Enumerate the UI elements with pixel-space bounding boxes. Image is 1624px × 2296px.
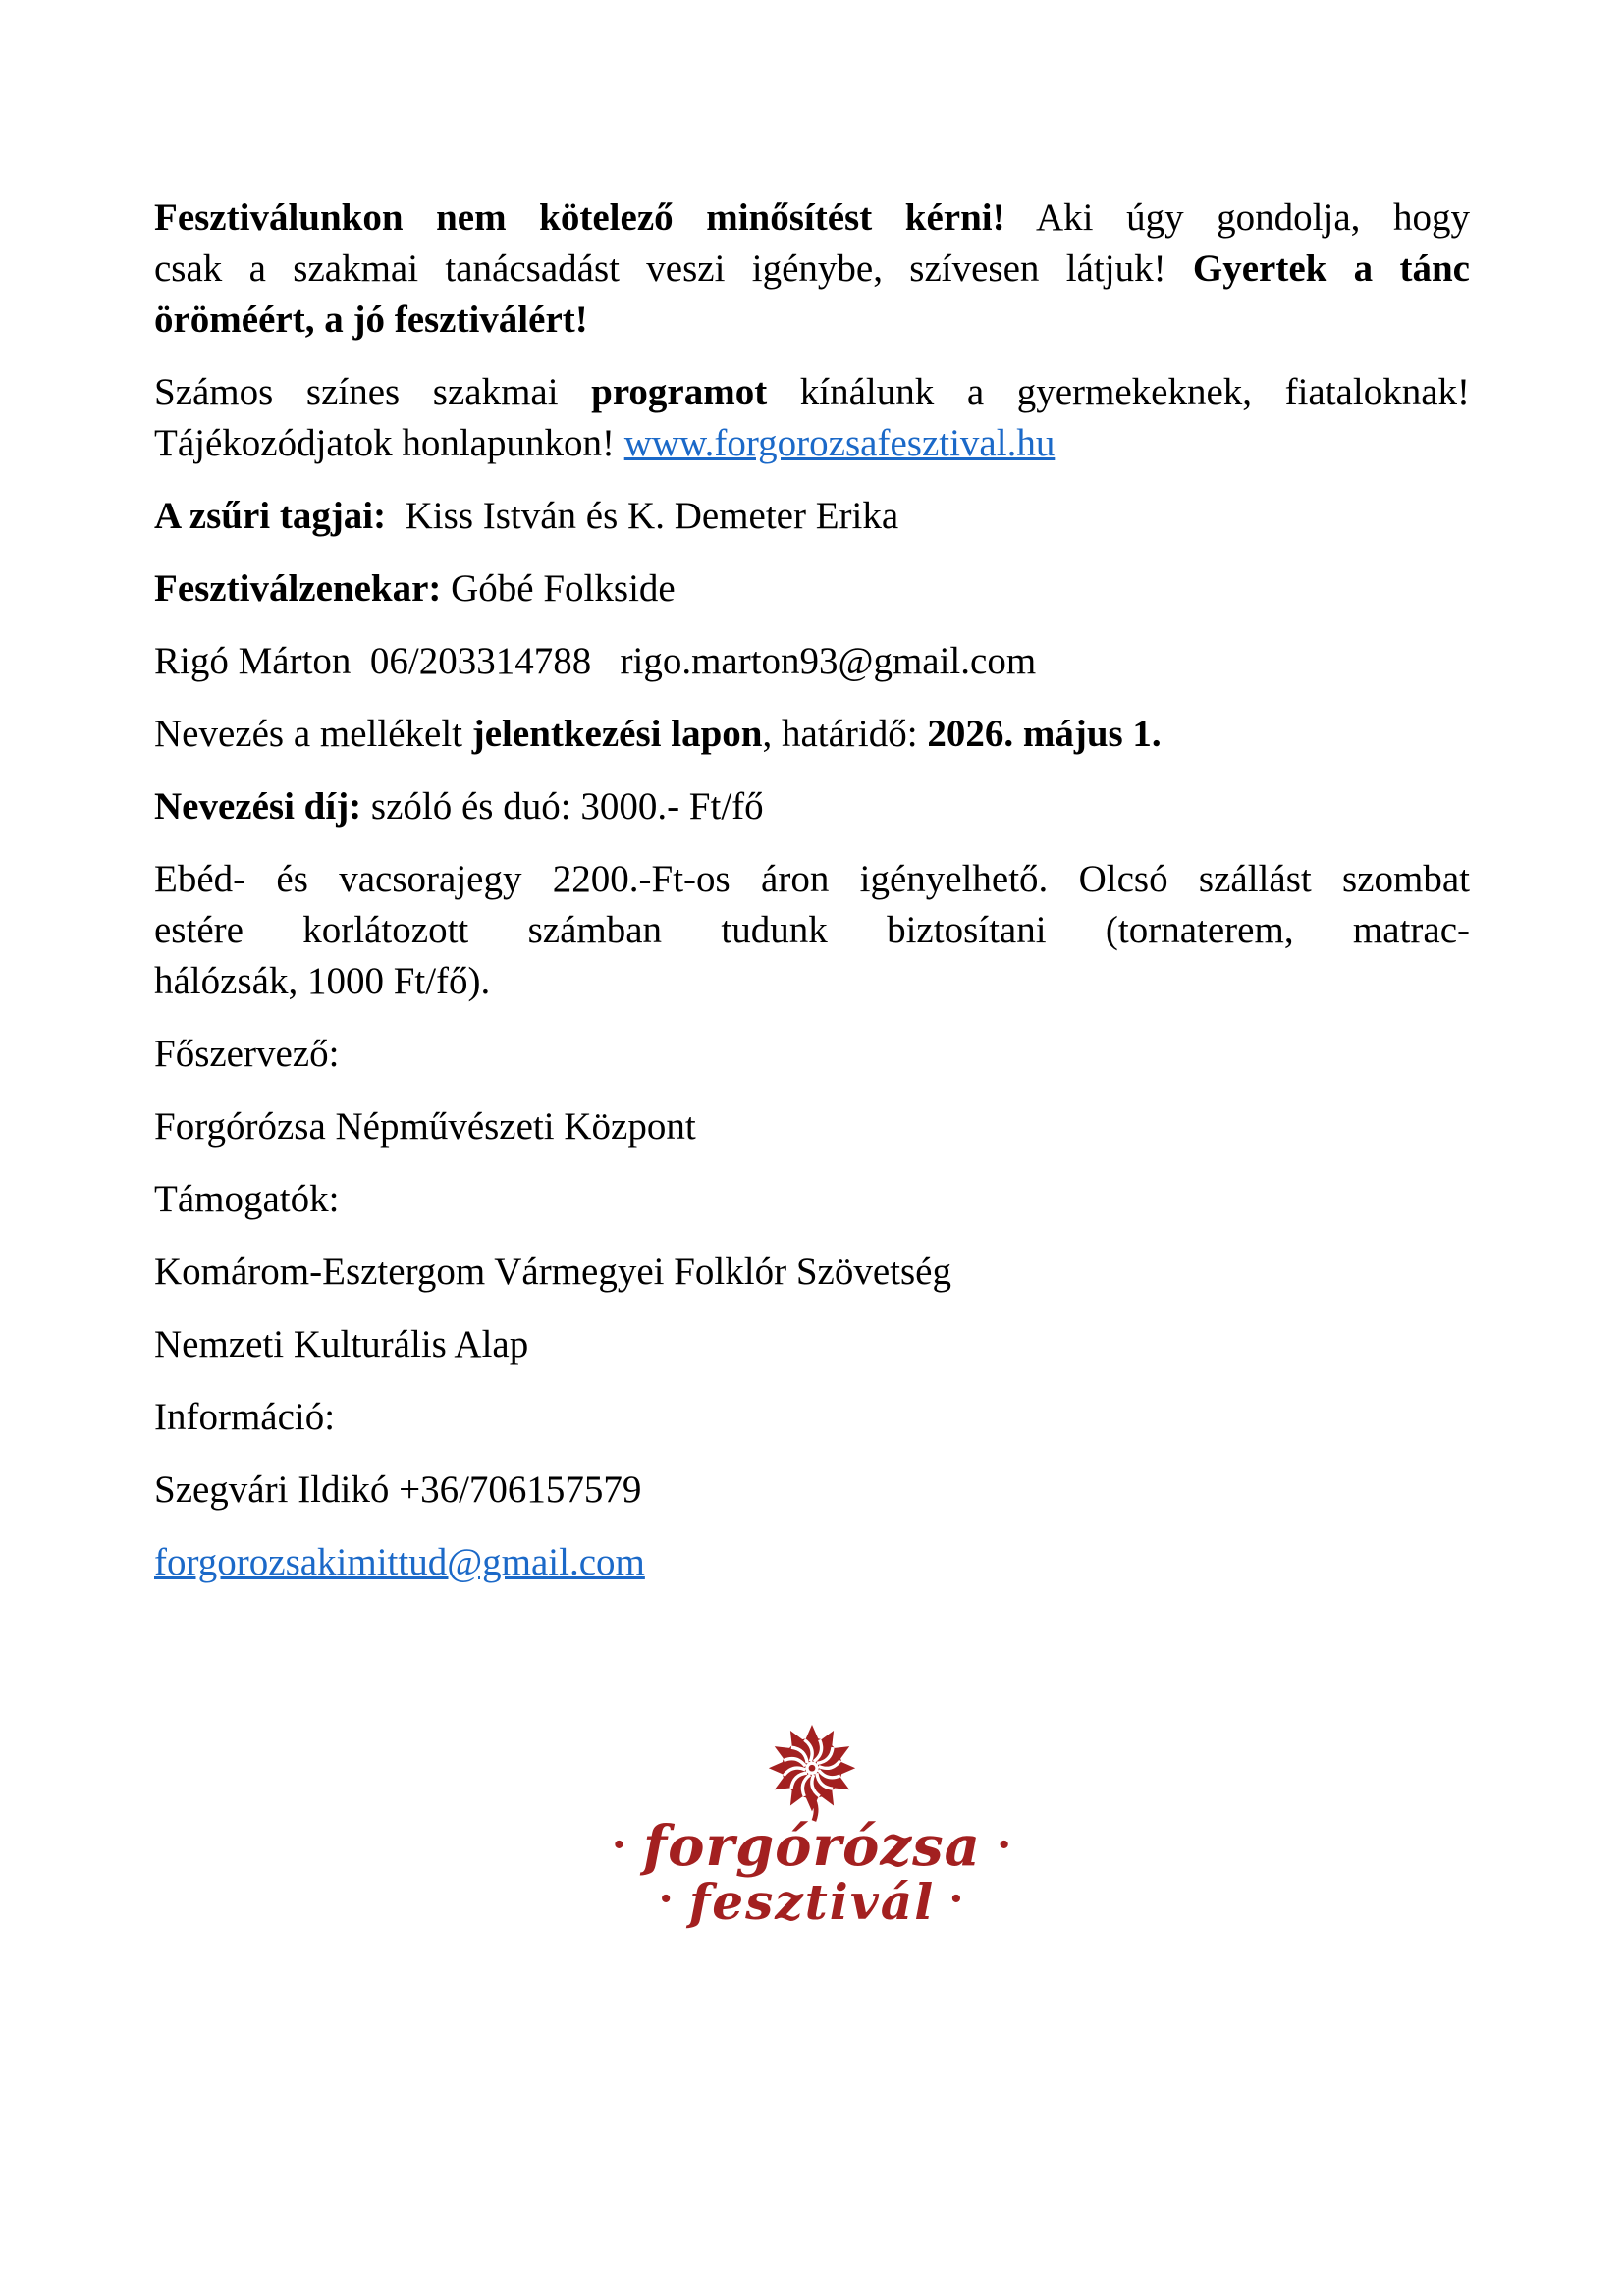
- text-line: [154, 956, 1470, 1007]
- text-segment: csak a szakmai tanácsadást veszi igénybe, szívesen látjuk!: [154, 247, 1193, 290]
- logo-dot-icon: ·: [996, 1820, 1013, 1870]
- logo-title-line1: [0, 1815, 1624, 1877]
- logo-word-fesztival: fesztivál: [688, 1873, 936, 1931]
- programs-paragraph: [154, 367, 1470, 469]
- logo-dot-icon: ·: [948, 1874, 966, 1924]
- text-segment: Fesztiválzenekar:: [154, 567, 442, 610]
- supporter-nka-line: [154, 1319, 1470, 1370]
- band-contact-line: [154, 636, 1470, 687]
- entry-fee-line: [154, 781, 1470, 832]
- text-segment: A zsűri tagjai:: [154, 495, 387, 537]
- text-line: [154, 1029, 1470, 1080]
- text-line: [154, 192, 1470, 243]
- text-segment: Góbé Folkside: [441, 567, 676, 610]
- text-line: [154, 367, 1470, 418]
- text-segment: Számos színes szakmai: [154, 371, 592, 413]
- text-segment: Komárom-Esztergom Vármegyei Folklór Szövetség: [154, 1251, 951, 1293]
- text-segment: jelentkezési lapon: [471, 713, 763, 755]
- text-segment: programot: [591, 371, 768, 413]
- email-link[interactable]: forgorozsakimittud@gmail.com: [154, 1541, 645, 1583]
- text-line: [154, 854, 1470, 905]
- info-email-line: [154, 1537, 1470, 1588]
- logo-title-line2: [0, 1873, 1624, 1929]
- text-segment: Ebéd- és vacsorajegy 2200.-Ft-os áron igényelhető. Olcsó szállást szombat: [154, 858, 1470, 900]
- text-line: [154, 243, 1470, 294]
- text-segment: Fesztiválunkon nem kötelező minősítést kérni!: [154, 196, 1005, 239]
- text-line: [154, 294, 1470, 346]
- text-line: [154, 1174, 1470, 1225]
- text-line: [154, 1465, 1470, 1516]
- supporter-folklor-line: [154, 1247, 1470, 1298]
- text-line: [154, 1247, 1470, 1298]
- text-line: [154, 636, 1470, 687]
- text-segment: Tájékozódjatok honlapunkon!: [154, 422, 624, 464]
- text-segment: Rigó Márton 06/203314788 rigo.marton93@gmail.com: [154, 640, 1037, 682]
- logo-dot-icon: ·: [658, 1874, 676, 1924]
- text-segment: 2026. május 1.: [927, 713, 1162, 755]
- text-segment: Nemzeti Kulturális Alap: [154, 1323, 529, 1365]
- text-line: [154, 491, 1470, 542]
- text-segment: Kiss István és K. Demeter Erika: [386, 495, 899, 537]
- website-link[interactable]: www.forgorozsafesztival.hu: [623, 422, 1056, 464]
- text-segment: Szegvári Ildikó +36/706157579: [154, 1468, 642, 1511]
- text-segment: Forgórózsa Népművészeti Központ: [154, 1105, 696, 1148]
- text-line: [154, 781, 1470, 832]
- text-line: [154, 418, 1470, 469]
- text-segment: Információ:: [154, 1396, 336, 1438]
- text-line: [154, 709, 1470, 760]
- intro-paragraph: [154, 192, 1470, 346]
- logo-dot-icon: ·: [611, 1820, 628, 1870]
- text-line: [154, 1392, 1470, 1443]
- pinwheel-rosette-icon: [765, 1721, 859, 1825]
- text-line: [154, 563, 1470, 614]
- text-segment: Nevezési díj:: [154, 785, 362, 828]
- text-segment: hálózsák, 1000 Ft/fő).: [154, 960, 491, 1002]
- text-line: [154, 1101, 1470, 1152]
- text-segment: estére korlátozott számban tudunk biztosítani (tornaterem, matrac-: [154, 909, 1470, 951]
- festival-band-line: [154, 563, 1470, 614]
- info-contact-line: [154, 1465, 1470, 1516]
- text-segment: öröméért, a jó fesztiválért!: [154, 298, 588, 341]
- text-segment: , határidő:: [762, 713, 928, 755]
- jury-line: [154, 491, 1470, 542]
- meals-accommodation-paragraph: [154, 854, 1470, 1007]
- text-segment: Nevezés a mellékelt: [154, 713, 472, 755]
- info-label: [154, 1392, 1470, 1443]
- text-segment: szóló és duó: 3000.- Ft/fő: [361, 785, 764, 828]
- text-segment: Főszervező:: [154, 1033, 340, 1075]
- organizer-name-line: [154, 1101, 1470, 1152]
- supporters-label: [154, 1174, 1470, 1225]
- text-line: [154, 1537, 1470, 1588]
- text-line: [154, 905, 1470, 956]
- text-segment: Támogatók:: [154, 1178, 340, 1220]
- logo-word-forgorozsa: forgórózsa: [643, 1814, 981, 1879]
- text-segment: Aki úgy gondolja, hogy: [1004, 196, 1470, 239]
- text-segment: kínálunk a gyermekeknek, fiataloknak!: [767, 371, 1471, 413]
- text-segment: Gyertek a tánc: [1192, 247, 1470, 290]
- festival-logo: [0, 1721, 1624, 1929]
- entry-deadline-line: [154, 709, 1470, 760]
- chief-organizer-label: [154, 1029, 1470, 1080]
- text-line: [154, 1319, 1470, 1370]
